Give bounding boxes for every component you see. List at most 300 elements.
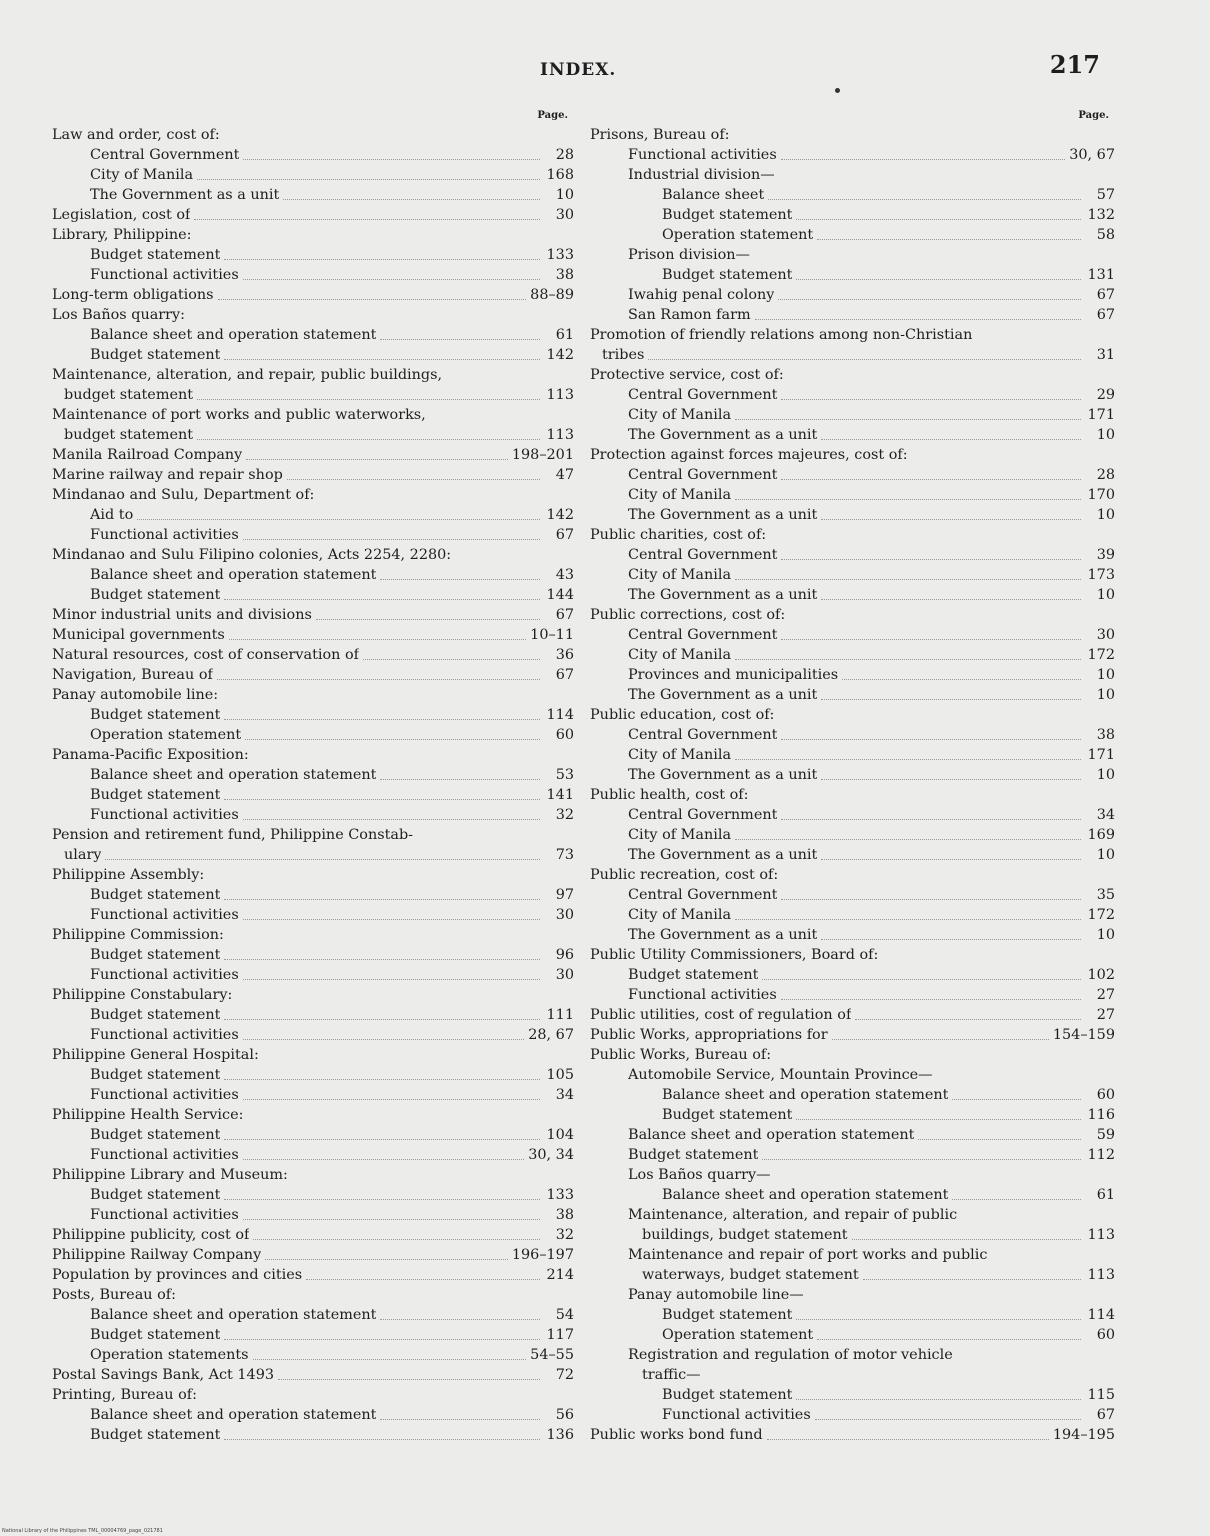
dot-leader — [217, 679, 540, 680]
entry-page-number: 88–89 — [530, 287, 574, 303]
dot-leader — [796, 279, 1081, 280]
entry-label: Protective service, cost of: — [590, 367, 784, 383]
index-entry — [52, 1345, 574, 1365]
index-entry — [590, 825, 1115, 845]
index-entry — [52, 1325, 574, 1345]
index-entry — [52, 685, 574, 705]
index-entry — [590, 765, 1115, 785]
index-entry — [590, 1125, 1115, 1145]
dot-leader — [863, 1279, 1081, 1280]
entry-label: Public Utility Commissioners, Board of: — [590, 947, 879, 963]
entry-label: Panama-Pacific Exposition: — [52, 747, 249, 763]
entry-page-number: 39 — [1096, 547, 1115, 563]
dot-leader — [781, 479, 1081, 480]
entry-label: The Government as a unit — [628, 767, 818, 783]
index-entry — [590, 905, 1115, 925]
entry-label: Functional activities — [90, 527, 239, 543]
entry-label: Philippine Assembly: — [52, 867, 205, 883]
index-entry — [52, 925, 574, 945]
index-entry — [590, 1365, 1115, 1385]
index-entry — [590, 1405, 1115, 1425]
entry-label: Minor industrial units and divisions — [52, 607, 312, 623]
entry-page-number: 144 — [546, 587, 574, 603]
dot-leader — [243, 979, 540, 980]
dot-leader — [952, 1199, 1081, 1200]
entry-label: Budget statement — [628, 967, 759, 983]
dot-leader — [781, 399, 1081, 400]
dot-leader — [197, 439, 540, 440]
index-entry — [52, 985, 574, 1005]
entry-page-number: 115 — [1087, 1387, 1115, 1403]
entry-page-number: 53 — [555, 767, 574, 783]
index-entry — [52, 765, 574, 785]
entry-page-number: 34 — [1096, 807, 1115, 823]
index-entry — [52, 145, 574, 165]
index-entry — [52, 965, 574, 985]
index-entry — [52, 705, 574, 725]
index-entry — [52, 1165, 574, 1185]
entry-page-number: 47 — [555, 467, 574, 483]
entry-page-number: 73 — [555, 847, 574, 863]
index-entry — [590, 685, 1115, 705]
dot-leader — [253, 1239, 540, 1240]
entry-page-number: 169 — [1087, 827, 1115, 843]
entry-label: Maintenance, alteration, and repair, public buildings, — [52, 367, 443, 383]
dot-leader — [821, 519, 1081, 520]
index-entry — [52, 905, 574, 925]
dot-leader — [781, 559, 1081, 560]
entry-label: Functional activities — [90, 1207, 239, 1223]
dot-leader — [735, 759, 1081, 760]
entry-page-number: 136 — [546, 1427, 574, 1443]
dot-leader — [229, 639, 526, 640]
entry-label: waterways, budget statement — [642, 1267, 859, 1283]
entry-label: The Government as a unit — [628, 847, 818, 863]
entry-label: Functional activities — [628, 987, 777, 1003]
entry-page-number: 171 — [1087, 747, 1115, 763]
dot-leader — [283, 199, 540, 200]
entry-page-number: 35 — [1096, 887, 1115, 903]
index-entry — [590, 1145, 1115, 1165]
index-entry — [52, 1145, 574, 1165]
index-entry — [590, 245, 1115, 265]
entry-label: Central Government — [628, 627, 778, 643]
entry-label: City of Manila — [628, 827, 732, 843]
entry-page-number: 142 — [546, 507, 574, 523]
index-entry — [52, 305, 574, 325]
index-entry — [52, 725, 574, 745]
index-entry — [52, 885, 574, 905]
entry-page-number: 43 — [555, 567, 574, 583]
index-entry — [590, 585, 1115, 605]
entry-label: Posts, Bureau of: — [52, 1287, 176, 1303]
entry-page-number: 60 — [1096, 1327, 1115, 1343]
index-entry — [590, 745, 1115, 765]
entry-page-number: 133 — [546, 247, 574, 263]
entry-page-number: 56 — [555, 1407, 574, 1423]
entry-page-number: 168 — [546, 167, 574, 183]
dot-leader — [648, 359, 1081, 360]
entry-page-number: 61 — [1096, 1187, 1115, 1203]
index-entry — [590, 645, 1115, 665]
entry-label: Public Works, appropriations for — [590, 1027, 828, 1043]
footer-credit: National Library of the Philippines TML_00004769_page_021781 — [2, 1528, 163, 1534]
index-entry — [590, 185, 1115, 205]
index-entry — [52, 165, 574, 185]
dot-leader — [224, 599, 540, 600]
index-entry — [590, 165, 1115, 185]
entry-label: Philippine General Hospital: — [52, 1047, 259, 1063]
entry-page-number: 133 — [546, 1187, 574, 1203]
entry-label: Los Baños quarry— — [628, 1167, 771, 1183]
entry-label: Budget statement — [90, 587, 221, 603]
entry-page-number: 67 — [555, 667, 574, 683]
dot-leader — [243, 1099, 540, 1100]
dot-leader — [821, 859, 1081, 860]
entry-label: Pension and retirement fund, Philippine Constab- — [52, 827, 414, 843]
dot-leader — [918, 1139, 1081, 1140]
dot-leader — [762, 979, 1081, 980]
dot-leader — [781, 999, 1081, 1000]
entry-page-number: 194–195 — [1052, 1427, 1115, 1443]
dot-leader — [755, 319, 1081, 320]
entry-label: Philippine Commission: — [52, 927, 224, 943]
entry-label: The Government as a unit — [628, 927, 818, 943]
index-entry — [52, 425, 574, 445]
entry-page-number: 30 — [555, 907, 574, 923]
entry-page-number: 59 — [1096, 1127, 1115, 1143]
dot-leader — [767, 1439, 1049, 1440]
entry-label: Maintenance, alteration, and repair of public — [628, 1207, 958, 1223]
entry-label: Budget statement — [662, 1387, 793, 1403]
dot-leader — [852, 1239, 1081, 1240]
dot-leader — [224, 1139, 540, 1140]
index-entry — [52, 185, 574, 205]
entry-label: Budget statement — [90, 1127, 221, 1143]
entry-label: Industrial division— — [628, 167, 775, 183]
dot-leader — [224, 1199, 540, 1200]
ink-mark — [835, 88, 840, 93]
index-entry — [590, 625, 1115, 645]
dot-leader — [197, 399, 540, 400]
entry-label: Budget statement — [662, 267, 793, 283]
index-entry — [52, 465, 574, 485]
index-entry — [52, 1105, 574, 1125]
dot-leader — [253, 1359, 527, 1360]
entry-label: Balance sheet and operation statement — [90, 767, 377, 783]
entry-page-number: 10 — [1096, 507, 1115, 523]
index-entry — [590, 1325, 1115, 1345]
index-entry — [590, 1305, 1115, 1325]
dot-leader — [815, 1419, 1081, 1420]
dot-leader — [278, 1379, 540, 1380]
entry-page-number: 67 — [555, 607, 574, 623]
page-number: 217 — [1049, 50, 1100, 79]
entry-label: Central Government — [90, 147, 240, 163]
index-entry — [52, 385, 574, 405]
entry-page-number: 38 — [555, 1207, 574, 1223]
entry-label: Balance sheet and operation statement — [662, 1187, 949, 1203]
entry-label: The Government as a unit — [90, 187, 280, 203]
index-entry — [590, 205, 1115, 225]
entry-page-number: 105 — [546, 1067, 574, 1083]
entry-page-number: 116 — [1087, 1107, 1115, 1123]
entry-label: Iwahig penal colony — [628, 287, 775, 303]
entry-label: Registration and regulation of motor vehicle — [628, 1347, 953, 1363]
entry-label: Balance sheet and operation statement — [662, 1087, 949, 1103]
index-entry — [590, 1225, 1115, 1245]
entry-page-number: 10 — [1096, 667, 1115, 683]
entry-label: Budget statement — [90, 787, 221, 803]
dot-leader — [224, 799, 540, 800]
entry-page-number: 72 — [555, 1367, 574, 1383]
entry-label: Printing, Bureau of: — [52, 1387, 197, 1403]
dot-leader — [735, 499, 1081, 500]
entry-label: Budget statement — [90, 707, 221, 723]
index-entry — [52, 545, 574, 565]
index-entry — [52, 265, 574, 285]
entry-label: Protection against forces majeures, cost of: — [590, 447, 908, 463]
entry-label: City of Manila — [628, 747, 732, 763]
entry-label: Budget statement — [90, 887, 221, 903]
index-entry — [590, 565, 1115, 585]
index-entry — [590, 785, 1115, 805]
dot-leader — [796, 1319, 1081, 1320]
index-entry — [52, 1205, 574, 1225]
entry-label: Prison division— — [628, 247, 750, 263]
dot-leader — [821, 939, 1081, 940]
dot-leader — [842, 679, 1081, 680]
entry-label: Public corrections, cost of: — [590, 607, 786, 623]
index-entry — [52, 1285, 574, 1305]
index-entry — [590, 1085, 1115, 1105]
entry-page-number: 28, 67 — [528, 1027, 574, 1043]
dot-leader — [821, 779, 1081, 780]
dot-leader — [243, 279, 540, 280]
entry-label: Panay automobile line: — [52, 687, 219, 703]
entry-label: Functional activities — [90, 1087, 239, 1103]
index-entry — [52, 1405, 574, 1425]
entry-page-number: 141 — [546, 787, 574, 803]
entry-label: The Government as a unit — [628, 587, 818, 603]
index-entry — [52, 405, 574, 425]
index-entry — [590, 605, 1115, 625]
index-entry — [590, 1185, 1115, 1205]
entry-page-number: 29 — [1096, 387, 1115, 403]
entry-page-number: 30 — [555, 967, 574, 983]
index-entry — [52, 645, 574, 665]
index-entry — [52, 1245, 574, 1265]
entry-page-number: 54 — [555, 1307, 574, 1323]
entry-page-number: 67 — [555, 527, 574, 543]
entry-label: Mindanao and Sulu, Department of: — [52, 487, 315, 503]
dot-leader — [735, 579, 1081, 580]
dot-leader — [224, 1339, 540, 1340]
entry-label: Functional activities — [90, 967, 239, 983]
page-column-header: Page. — [537, 110, 568, 121]
index-entry — [590, 305, 1115, 325]
entry-label: Maintenance of port works and public waterworks, — [52, 407, 426, 423]
entry-page-number: 172 — [1087, 907, 1115, 923]
dot-leader — [380, 579, 540, 580]
index-entry — [52, 505, 574, 525]
entry-page-number: 30, 34 — [528, 1147, 574, 1163]
entry-page-number: 61 — [555, 327, 574, 343]
index-column-right — [590, 110, 1115, 1445]
page-column-header: Page. — [1078, 110, 1109, 121]
entry-label: San Ramon farm — [628, 307, 751, 323]
index-entry — [590, 405, 1115, 425]
index-entry — [590, 265, 1115, 285]
dot-leader — [781, 159, 1066, 160]
index-entry — [590, 545, 1115, 565]
entry-label: Navigation, Bureau of — [52, 667, 213, 683]
dot-leader — [224, 259, 540, 260]
index-entry — [590, 925, 1115, 945]
entry-label: The Government as a unit — [628, 427, 818, 443]
entry-page-number: 60 — [1096, 1087, 1115, 1103]
index-entry — [52, 325, 574, 345]
entry-label: Central Government — [628, 467, 778, 483]
entry-label: The Government as a unit — [628, 687, 818, 703]
index-entry — [590, 385, 1115, 405]
index-entry — [52, 285, 574, 305]
entry-page-number: 10 — [555, 187, 574, 203]
dot-leader — [817, 1339, 1081, 1340]
entry-label: City of Manila — [628, 407, 732, 423]
entry-page-number: 10 — [1096, 687, 1115, 703]
entry-page-number: 111 — [546, 1007, 574, 1023]
entry-label: buildings, budget statement — [642, 1227, 848, 1243]
entry-label: Operation statement — [90, 727, 242, 743]
index-entry — [52, 1025, 574, 1045]
dot-leader — [781, 739, 1081, 740]
index-entry — [590, 525, 1115, 545]
entry-page-number: 117 — [546, 1327, 574, 1343]
entry-label: Prisons, Bureau of: — [590, 127, 730, 143]
dot-leader — [380, 1419, 540, 1420]
index-entry — [590, 1065, 1115, 1085]
index-entry — [52, 1125, 574, 1145]
index-entry — [52, 485, 574, 505]
index-entry — [52, 1385, 574, 1405]
entry-page-number: 173 — [1087, 567, 1115, 583]
entry-page-number: 131 — [1087, 267, 1115, 283]
entry-label: Los Baños quarry: — [52, 307, 186, 323]
dot-leader — [363, 659, 540, 660]
entry-label: Public education, cost of: — [590, 707, 775, 723]
entry-page-number: 214 — [546, 1267, 574, 1283]
index-entry — [52, 945, 574, 965]
dot-leader — [224, 959, 540, 960]
dot-leader — [245, 739, 540, 740]
index-entry — [52, 205, 574, 225]
entry-label: Budget statement — [90, 1327, 221, 1343]
index-entry — [52, 845, 574, 865]
index-entry — [52, 565, 574, 585]
index-entry — [590, 465, 1115, 485]
entry-label: Balance sheet and operation statement — [90, 1407, 377, 1423]
index-entry — [590, 945, 1115, 965]
dot-leader — [781, 639, 1081, 640]
entry-page-number: 113 — [546, 427, 574, 443]
index-entry — [52, 1045, 574, 1065]
entry-page-number: 170 — [1087, 487, 1115, 503]
entry-page-number: 58 — [1096, 227, 1115, 243]
dot-leader — [821, 699, 1081, 700]
entry-label: City of Manila — [90, 167, 194, 183]
dot-leader — [105, 859, 540, 860]
entry-label: Manila Railroad Company — [52, 447, 243, 463]
index-entry — [52, 365, 574, 385]
index-column-left — [52, 110, 574, 1445]
dot-leader — [821, 599, 1081, 600]
index-entry — [590, 285, 1115, 305]
entry-page-number: 67 — [1096, 1407, 1115, 1423]
entry-page-number: 32 — [555, 1227, 574, 1243]
index-entry — [590, 365, 1115, 385]
dot-leader — [735, 419, 1081, 420]
entry-label: City of Manila — [628, 647, 732, 663]
entry-page-number: 54–55 — [530, 1347, 574, 1363]
entry-label: Balance sheet and operation statement — [90, 567, 377, 583]
index-entry — [52, 585, 574, 605]
index-entry — [590, 1205, 1115, 1225]
entry-page-number: 113 — [1087, 1267, 1115, 1283]
entry-label: Operation statement — [662, 227, 814, 243]
entry-label: Philippine publicity, cost of — [52, 1227, 250, 1243]
entry-label: Public Works, Bureau of: — [590, 1047, 772, 1063]
index-entry — [52, 1005, 574, 1025]
index-entry — [52, 245, 574, 265]
entry-label: Promotion of friendly relations among non-Christian — [590, 327, 973, 343]
index-entry — [590, 1345, 1115, 1365]
entry-label: Municipal governments — [52, 627, 225, 643]
entry-label: Law and order, cost of: — [52, 127, 220, 143]
dot-leader — [380, 1319, 540, 1320]
dot-leader — [243, 819, 540, 820]
entry-label: Postal Savings Bank, Act 1493 — [52, 1367, 275, 1383]
index-entry — [590, 965, 1115, 985]
index-entry — [590, 425, 1115, 445]
entry-page-number: 30, 67 — [1069, 147, 1115, 163]
entry-page-number: 32 — [555, 807, 574, 823]
entry-label: Public recreation, cost of: — [590, 867, 779, 883]
index-entry — [590, 1425, 1115, 1445]
entry-label: City of Manila — [628, 487, 732, 503]
dot-leader — [817, 239, 1081, 240]
index-entry — [52, 785, 574, 805]
dot-leader — [246, 459, 508, 460]
dot-leader — [735, 919, 1081, 920]
index-entry — [590, 885, 1115, 905]
index-entry — [590, 125, 1115, 145]
index-entry — [590, 865, 1115, 885]
entry-page-number: 10 — [1096, 847, 1115, 863]
index-entry — [590, 325, 1115, 345]
dot-leader — [243, 1159, 525, 1160]
dot-leader — [952, 1099, 1081, 1100]
entry-page-number: 34 — [555, 1087, 574, 1103]
dot-leader — [224, 1019, 540, 1020]
dot-leader — [768, 199, 1081, 200]
entry-label: budget statement — [64, 387, 194, 403]
dot-leader — [735, 839, 1081, 840]
entry-label: tribes — [602, 347, 645, 363]
entry-label: Panay automobile line— — [628, 1287, 804, 1303]
dot-leader — [287, 479, 540, 480]
entry-page-number: 10–11 — [530, 627, 574, 643]
